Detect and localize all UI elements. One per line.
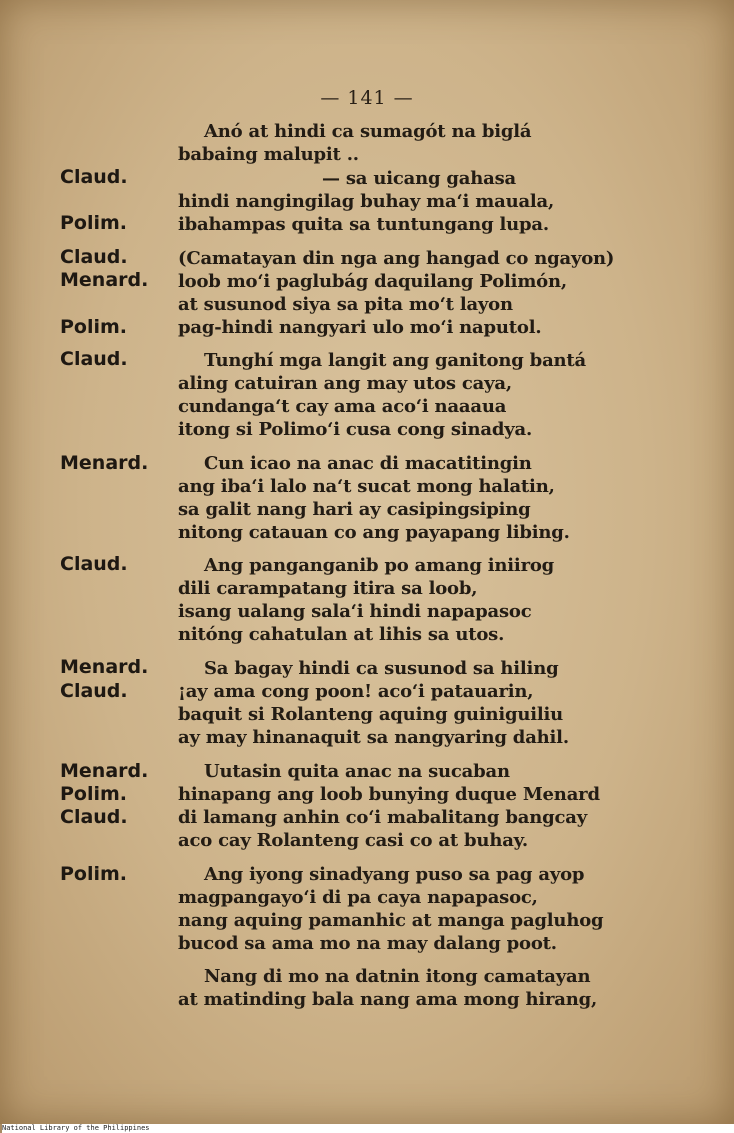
speaker-label: Claud. <box>60 553 128 575</box>
speaker-label: Claud. <box>60 246 128 268</box>
verse-line: Sa bagay hindi ca susunod sa hiling <box>204 658 559 679</box>
verse-line: Nang di mo na datnin itong camatayan <box>204 966 591 987</box>
verse-line: di lamang anhin co‘i mabalitang bangcay <box>178 807 587 828</box>
verse-line: sa galit nang hari ay casipingsiping <box>178 499 531 520</box>
verse-line: nitong catauan co ang payapang libing. <box>178 522 570 543</box>
verse-line: Ang panganganib po amang iniirog <box>204 555 555 576</box>
speaker-label: Claud. <box>60 348 128 370</box>
verse-line: hinapang ang loob bunying duque Menard <box>178 784 600 805</box>
verse-line: Cun icao na anac di macatitingin <box>204 453 532 474</box>
speaker-label: Polim. <box>60 783 128 805</box>
verse-line: at matinding bala nang ama mong hirang, <box>178 989 598 1010</box>
verse-line: bucod sa ama mo na may dalang poot. <box>178 933 557 954</box>
verse-line: Uutasin quita anac na sucaban <box>204 761 510 782</box>
speaker-label: Claud. <box>60 166 128 188</box>
verse-line: dili carampatang itira sa loob, <box>178 578 478 599</box>
speaker-label: Claud. <box>60 806 128 828</box>
verse-line: ang iba‘i lalo na‘t sucat mong halatin, <box>178 476 555 497</box>
verse-line: at susunod siya sa pita mo‘t layon <box>178 294 513 315</box>
speaker-label: Menard. <box>60 760 149 782</box>
speaker-label: Menard. <box>60 656 149 678</box>
verse-line: Tunghí mga langit ang ganitong bantá <box>204 350 586 371</box>
verse-line: Anó at hindi ca sumagót na biglá <box>204 121 532 142</box>
verse-line: babaing malupit .. <box>178 144 359 165</box>
verse-line: itong si Polimo‘i cusa cong sinadya. <box>178 419 533 440</box>
speaker-label: Polim. <box>60 212 128 234</box>
verse-line: aco cay Rolanteng casi co at buhay. <box>178 830 528 851</box>
speaker-label: Claud. <box>60 680 128 702</box>
verse-line: ibahampas quita sa tuntungang lupa. <box>178 214 549 235</box>
verse-line: cundanga‘t cay ama aco‘i naaaua <box>178 396 507 417</box>
library-footer: National Library of the Philippines <box>2 1124 734 1133</box>
verse-line: (Camatayan din nga ang hangad co ngayon) <box>178 248 615 269</box>
verse-line: — sa uicang gahasa <box>322 168 517 189</box>
verse-line: nang aquing pamanhic at manga pagluhog <box>178 910 604 931</box>
speaker-label: Polim. <box>60 863 128 885</box>
verse-line: baquit si Rolanteng aquing guiniguiliu <box>178 704 564 725</box>
verse-line: magpangayo‘i di pa caya napapasoc, <box>178 887 538 908</box>
verse-line: pag-hindi nangyari ulo mo‘i naputol. <box>178 317 542 338</box>
page-number: — 141 — <box>320 87 414 109</box>
speaker-label: Polim. <box>60 316 128 338</box>
verse-line: aling catuiran ang may utos caya, <box>178 373 512 394</box>
verse-line: loob mo‘i paglubág daquilang Polimón, <box>178 271 567 292</box>
verse-line: ¡ay ama cong poon! aco‘i patauarin, <box>178 681 534 702</box>
verse-line: nitóng cahatulan at lihis sa utos. <box>178 624 505 645</box>
speaker-label: Menard. <box>60 452 149 474</box>
verse-line: isang ualang sala‘i hindi napapasoc <box>178 601 532 622</box>
verse-line: ay may hinanaquit sa nangyaring dahil. <box>178 727 569 748</box>
verse-line: hindi nangingilag buhay ma‘i mauala, <box>178 191 555 212</box>
speaker-label: Menard. <box>60 269 149 291</box>
verse-line: Ang iyong sinadyang puso sa pag ayop <box>204 864 585 885</box>
